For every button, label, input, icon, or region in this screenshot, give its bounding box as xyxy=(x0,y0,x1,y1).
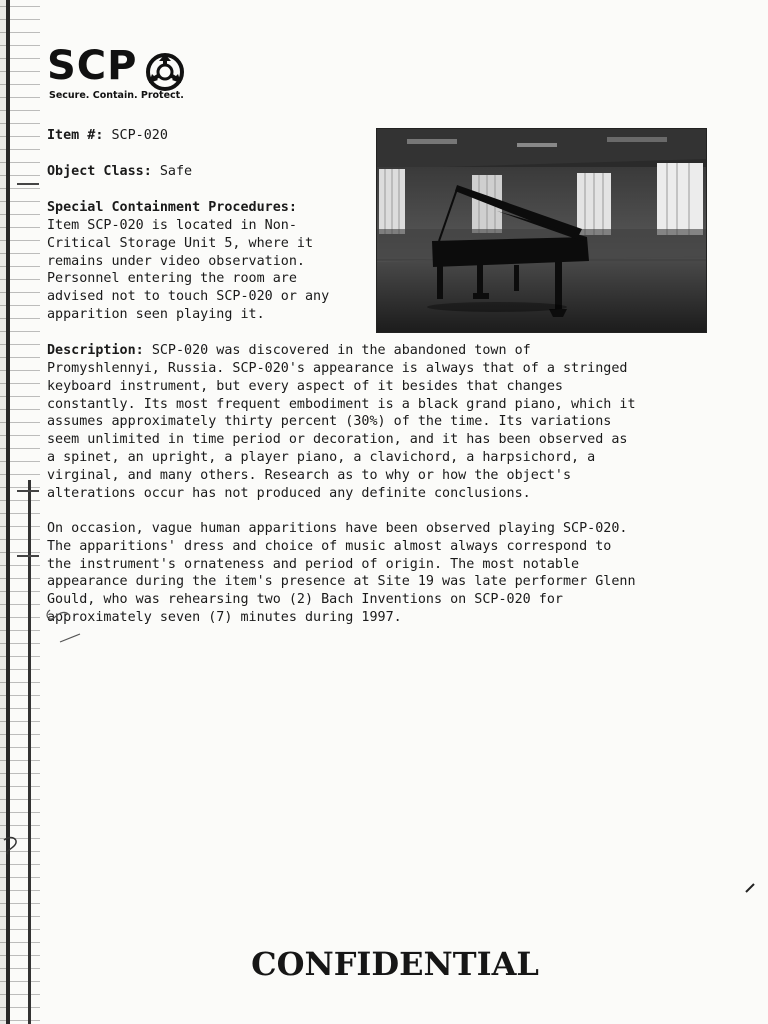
description-label: Description: xyxy=(47,343,144,358)
procedures-line: apparition seen playing it. xyxy=(47,306,265,322)
piano-photo xyxy=(376,128,707,333)
logo-wordmark: SCP xyxy=(47,43,138,89)
procedures-line: Personnel entering the room are xyxy=(47,271,297,287)
description-line: virginal, and many others. Research as to why or how the object's xyxy=(47,467,572,483)
binding-tick xyxy=(17,183,39,185)
item-number-value: SCP-020 xyxy=(111,128,168,143)
paragraph-line: Gould, who was rehearsing two (2) Bach Inventions on SCP-020 for xyxy=(47,592,563,608)
apparitions-paragraph xyxy=(47,520,636,627)
item-number-label: Item #: xyxy=(47,128,104,143)
binding-tick xyxy=(17,490,39,492)
procedures-heading: Special Containment Procedures: xyxy=(47,200,297,215)
pencil-scribble xyxy=(0,830,30,860)
procedures-line: Item SCP-020 is located in Non- xyxy=(47,218,297,233)
procedures-line: advised not to touch SCP-020 or any xyxy=(47,289,330,305)
scp-logo xyxy=(47,43,197,105)
procedures-block xyxy=(47,217,329,324)
paragraph-line: the instrument's ornateness and period of origin. The most notable xyxy=(47,556,580,572)
description-text: SCP-020 was discovered in the abandoned town of xyxy=(151,343,531,358)
object-class-label: Object Class: xyxy=(47,164,152,179)
binding-line xyxy=(6,0,10,1024)
confidential-stamp: CONFIDENTIAL xyxy=(251,945,539,983)
paragraph-line: On occasion, vague human apparitions have been observed playing SCP-020. xyxy=(47,521,628,536)
paragraph-line: The apparitions' dress and choice of music almost always correspond to xyxy=(47,538,612,554)
description-line: constantly. Its most frequent embodiment is a black grand piano, which it xyxy=(47,396,636,412)
paragraph-line: appearance during the item's presence at Site 19 was late performer Glenn xyxy=(47,574,636,590)
object-class-line xyxy=(47,163,192,181)
item-number-line xyxy=(47,127,168,145)
description-line: Promyshlennyi, Russia. SCP-020's appearance is always that of a stringed xyxy=(47,361,628,376)
description-block xyxy=(47,360,636,502)
description-line: a spinet, an upright, a player piano, a clavichord, a harpsichord, a xyxy=(47,449,596,465)
description-line: seem unlimited in time period or decoration, and it has been observed as xyxy=(47,432,628,448)
logo-tagline: Secure. Contain. Protect. xyxy=(49,90,184,101)
binding-tick xyxy=(17,555,39,557)
description-first-line xyxy=(47,342,531,360)
ink-speck xyxy=(740,878,760,898)
description-line: keyboard instrument, but every aspect of it besides that changes xyxy=(47,378,563,394)
binding-line-secondary xyxy=(28,480,31,1024)
procedures-line: remains under video observation. xyxy=(47,253,305,269)
scp-seal-icon xyxy=(145,52,185,92)
paragraph-line: approximately seven (7) minutes during 1997. xyxy=(47,609,402,625)
procedures-line: Critical Storage Unit 5, where it xyxy=(47,235,314,251)
object-class-value: Safe xyxy=(159,164,193,179)
pencil-scribble xyxy=(40,598,90,648)
description-line: alterations occur has not produced any definite conclusions. xyxy=(47,485,531,501)
description-line: assumes approximately thirty percent (30%) of the time. Its variations xyxy=(47,414,612,430)
grand-piano-image xyxy=(377,129,706,332)
